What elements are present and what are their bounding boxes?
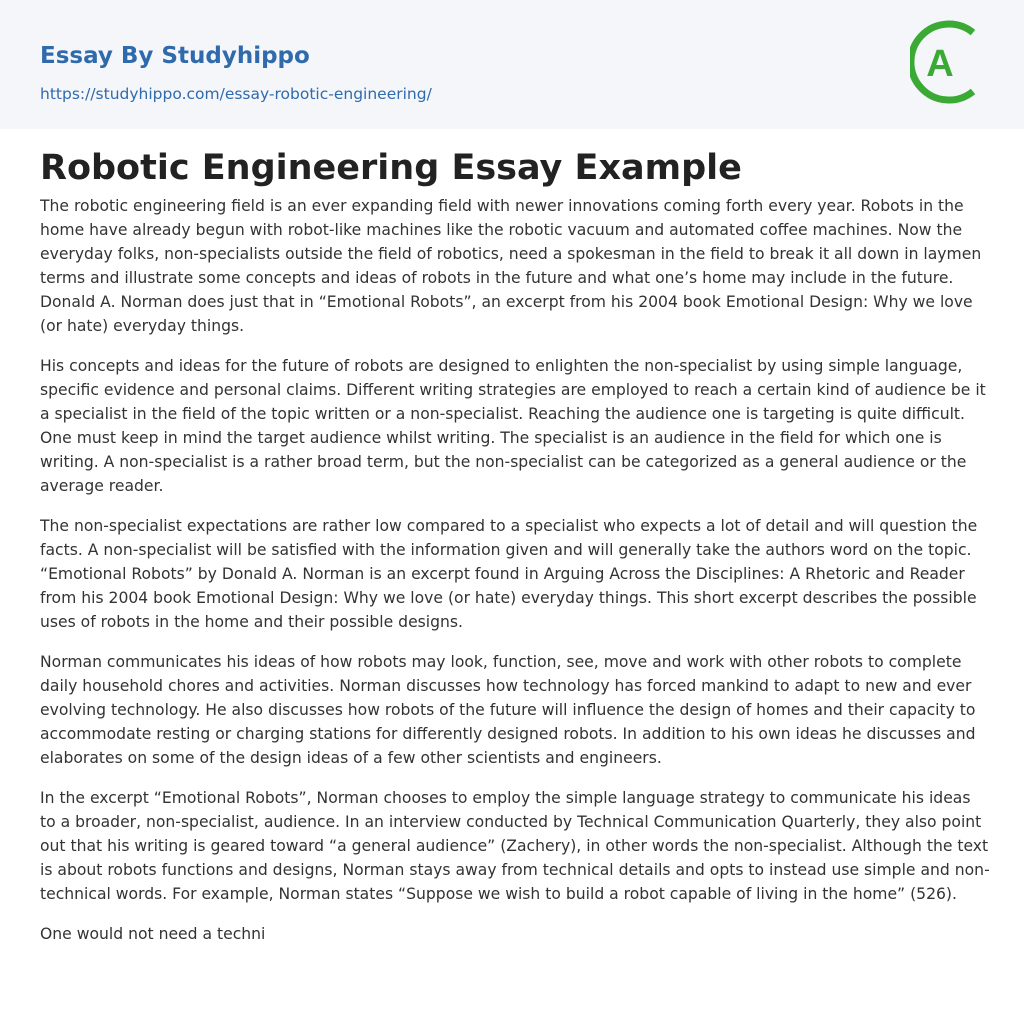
- essay-paragraph-truncated: One would not need a techni: [40, 925, 266, 943]
- logo-letter: A: [926, 43, 954, 85]
- site-header: [0, 0, 1024, 129]
- essay-paragraph: Norman communicates his ideas of how robots may look, function, see, move and work with other robots to complete daily household chores and activities. Norman discusses how technology has forced mankind to adapt to new and ever evolving technology. He also discusses how robots of the future will influence the design of homes and their capacity to accommodate resting or charging stations for differently designed robots. In addition to his own ideas he discusses and elaborates on some of the design ideas of a few other scientists and engineers.: [40, 653, 976, 767]
- page-title: Robotic Engineering Essay Example: [40, 148, 742, 188]
- studyhippo-logo-icon[interactable]: [910, 18, 988, 106]
- site-brand[interactable]: Essay By Studyhippo: [40, 43, 310, 69]
- essay-paragraph: The non-specialist expectations are rather low compared to a specialist who expects a lot of detail and will question the facts. A non-specialist will be satisfied with the information given and will generally take the authors word on the topic. “Emotional Robots” by Donald A. Norman is an excerpt found in Arguing Across the Disciplines: A Rhetoric and Reader from his 2004 book Emotional Design: Why we love (or hate) everyday things. This short excerpt describes the possible uses of robots in the home and their possible designs.: [40, 517, 978, 631]
- essay-paragraph: The robotic engineering field is an ever expanding field with newer innovations coming forth every year. Robots in the home have already begun with robot-like machines like the robotic vacuum and automated coffee machines. Now the everyday folks, non-specialists outside the field of robotics, need a spokesman in the field to break it all down in laymen terms and illustrate some concepts and ideas of robots in the future and what one’s home may include in the future. Donald A. Norman does just that in “Emotional Robots”, an excerpt from his 2004 book Emotional Design: Why we love (or hate) everyday things.: [40, 197, 982, 335]
- essay-url-link[interactable]: https://studyhippo.com/essay-robotic-engineering/: [40, 85, 432, 103]
- essay-paragraph: In the excerpt “Emotional Robots”, Norman chooses to employ the simple language strategy to communicate his ideas to a broader, non-specialist, audience. In an interview conducted by Technical Communication Quarterly, they also point out that his writing is geared toward “a general audience” (Zachery), in other words the non-specialist. Although the text is about robots functions and designs, Norman stays away from technical details and opts to instead use simple and non-technical words. For example, Norman states “Suppose we wish to build a robot capable of living in the home” (526).: [40, 789, 990, 903]
- essay-paragraph: His concepts and ideas for the future of robots are designed to enlighten the non-specialist by using simple language, specific evidence and personal claims. Different writing strategies are employed to reach a certain kind of audience be it a specialist in the field of the topic written or a non-specialist. Reaching the audience one is targeting is quite difficult. One must keep in mind the target audience whilst writing. The specialist is an audience in the field for which one is writing. A non-specialist is a rather broad term, but the non-specialist can be categorized as a general audience or the average reader.: [40, 357, 986, 495]
- essay-body: [40, 194, 990, 962]
